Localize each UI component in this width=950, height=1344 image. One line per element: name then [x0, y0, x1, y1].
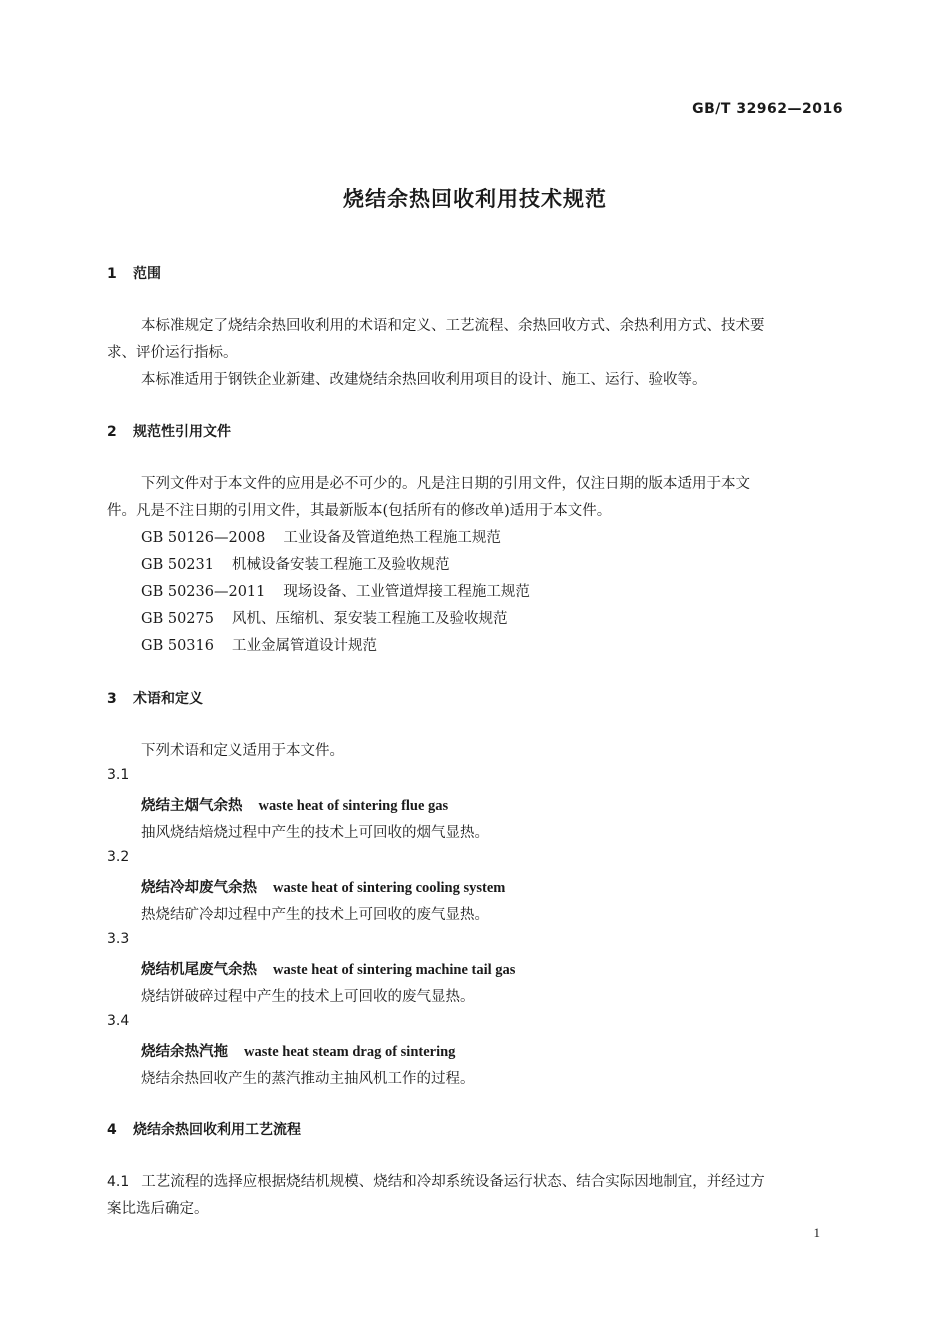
section-number: 3 [107, 691, 117, 707]
section-number: 2 [107, 424, 117, 440]
reference-name: 风机、压缩机、泵安装工程施工及验收规范 [231, 611, 508, 627]
standard-number: GB/T 32962—2016 [692, 101, 843, 117]
term-entry [141, 794, 448, 815]
reference-name: 现场设备、工业管道焊接工程施工规范 [283, 584, 530, 600]
term-definition: 烧结余热回收产生的蒸汽推动主抽风机工作的过程。 [141, 1071, 475, 1087]
term-entry [141, 958, 515, 979]
paragraph-line: 下列文件对于本文件的应用是必不可少的。凡是注日期的引用文件，仅注日期的版本适用于本文 [141, 476, 750, 492]
term-entry [141, 1040, 455, 1061]
reference-code: GB 50126—2008 [141, 530, 266, 546]
section-1-heading [107, 263, 161, 283]
term-english: waste heat of sintering machine tail gas [273, 962, 516, 978]
paragraph: 本标准适用于钢铁企业新建、改建烧结余热回收利用项目的设计、施工、运行、验收等。 [141, 372, 707, 388]
section-2-heading [107, 421, 231, 441]
reference-code: GB 50231 [141, 557, 214, 573]
term-definition: 抽风烧结焙烧过程中产生的技术上可回收的烟气显热。 [141, 825, 489, 841]
reference-item [141, 607, 507, 628]
section-title: 规范性引用文件 [133, 424, 231, 440]
section-4-heading [107, 1119, 301, 1139]
reference-code: GB 50316 [141, 638, 214, 654]
reference-item [141, 580, 530, 601]
paragraph-line: 本标准规定了烧结余热回收利用的术语和定义、工艺流程、余热回收方式、余热利用方式、技术要 [141, 318, 765, 334]
term-number: 3.2 [107, 849, 130, 865]
section-number: 1 [107, 266, 117, 282]
page-title: 烧结余热回收利用技术规范 [343, 187, 607, 211]
paragraph-line: 求、评价运行指标。 [107, 345, 238, 361]
paragraph: 下列术语和定义适用于本文件。 [141, 743, 344, 759]
section-title: 范围 [133, 266, 161, 282]
reference-code: GB 50275 [141, 611, 214, 627]
clause-text-line: 案比选后确定。 [107, 1201, 209, 1217]
paragraph-line: 件。凡是不注日期的引用文件，其最新版本(包括所有的修改单)适用于本文件。 [107, 503, 612, 519]
reference-item [141, 553, 449, 574]
term-definition: 热烧结矿冷却过程中产生的技术上可回收的废气显热。 [141, 907, 489, 923]
clause-text-line: 工艺流程的选择应根据烧结机规模、烧结和冷却系统设备运行状态、结合实际因地制宜，并经过方 [141, 1174, 765, 1190]
term-english: waste heat of sintering flue gas [258, 798, 449, 814]
section-title: 术语和定义 [133, 691, 203, 707]
term-number: 3.4 [107, 1013, 130, 1029]
section-title: 烧结余热回收利用工艺流程 [133, 1122, 301, 1138]
reference-item [141, 526, 501, 547]
reference-item [141, 634, 377, 655]
term-chinese: 烧结主烟气余热 [141, 798, 243, 814]
term-number: 3.3 [107, 931, 130, 947]
reference-name: 机械设备安装工程施工及验收规范 [231, 557, 450, 573]
term-english: waste heat steam drag of sintering [244, 1044, 456, 1060]
clause-number: 4.1 [107, 1174, 130, 1190]
term-entry [141, 876, 505, 897]
term-number: 3.1 [107, 767, 130, 783]
term-chinese: 烧结机尾废气余热 [141, 962, 257, 978]
reference-name: 工业设备及管道绝热工程施工规范 [283, 530, 501, 546]
clause-4-1 [107, 1170, 765, 1191]
page-number: 1 [813, 1225, 820, 1240]
term-chinese: 烧结余热汽拖 [141, 1044, 228, 1060]
section-number: 4 [107, 1122, 117, 1138]
reference-code: GB 50236—2011 [141, 584, 266, 600]
term-english: waste heat of sintering cooling system [273, 880, 506, 896]
term-chinese: 烧结冷却废气余热 [141, 880, 257, 896]
term-definition: 烧结饼破碎过程中产生的技术上可回收的废气显热。 [141, 989, 475, 1005]
reference-name: 工业金属管道设计规范 [231, 638, 377, 654]
section-3-heading [107, 688, 203, 708]
